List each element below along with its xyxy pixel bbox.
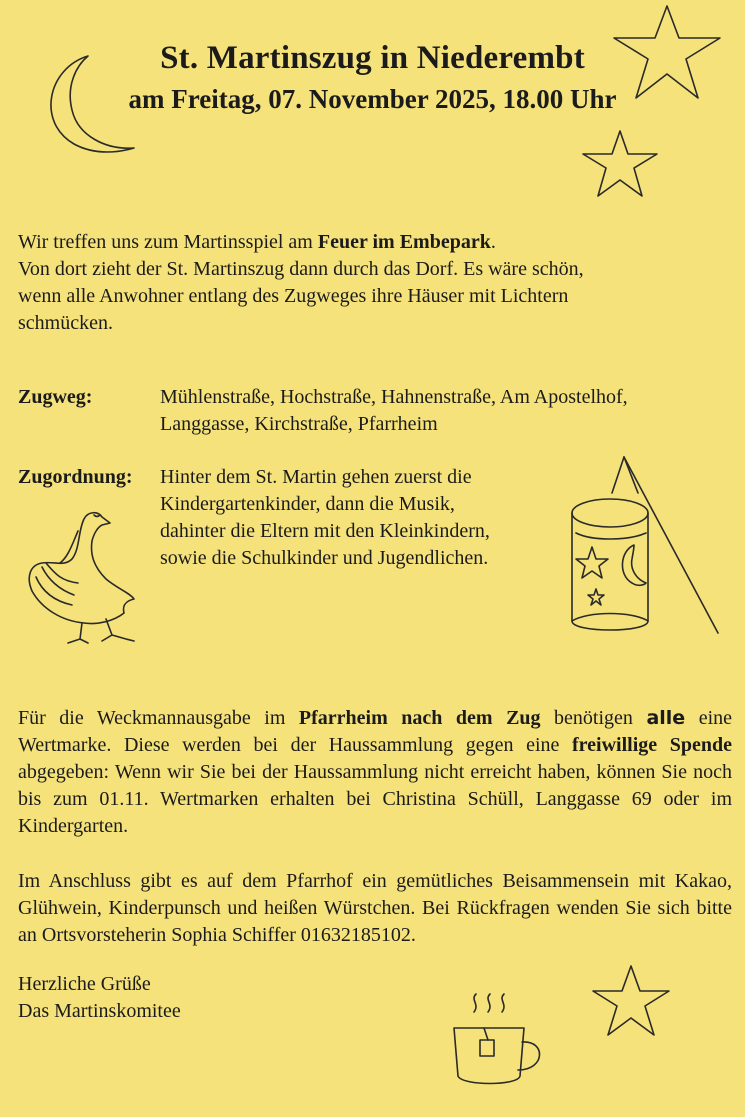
route-line: Langgasse, Kirchstraße, Pfarrheim bbox=[160, 413, 438, 435]
page-title: St. Martinszug in Niederembt bbox=[160, 40, 585, 76]
weckmann-text: Für die Weckmannausgabe im bbox=[18, 707, 299, 729]
weckmann-donation: freiwillige Spende bbox=[572, 734, 733, 756]
star-icon bbox=[580, 128, 660, 200]
route-label: Zugweg: bbox=[18, 386, 93, 408]
event-date: am Freitag, 07. November 2025, 18.00 Uhr bbox=[128, 84, 617, 114]
intro-line: Von dort zieht der St. Martinszug dann durch das Dorf. Es wäre schön, bbox=[18, 258, 584, 280]
order-line: dahinter die Eltern mit den Kleinkindern, bbox=[160, 520, 490, 542]
weckmann-text: benötigen bbox=[540, 707, 647, 729]
meeting-place: Feuer im Embepark bbox=[317, 231, 491, 253]
intro-line: wenn alle Anwohner entlang des Zugweges ihre Häuser mit Lichtern bbox=[18, 285, 569, 307]
order-description bbox=[160, 464, 570, 572]
intro-period: . bbox=[490, 231, 496, 253]
route-streets bbox=[160, 384, 730, 438]
order-line: sowie die Schulkinder und Jugendlichen. bbox=[160, 547, 489, 569]
signature: Das Martinskomitee bbox=[18, 1000, 181, 1022]
intro-line: schmücken. bbox=[18, 312, 113, 334]
order-line: Kindergartenkinder, dann die Musik, bbox=[160, 493, 455, 515]
weckmann-text: eine Wertmarke. Diese werden bei der Haussammlung gegen eine bbox=[18, 707, 733, 756]
weckmann-location: Pfarrheim nach dem Zug bbox=[298, 707, 541, 729]
weckmann-text: abgegeben: Wenn wir Sie bei der Haussammlung nicht erreicht haben, können Sie noch bis zum 01.11. Wertmarken erhalten bei Christina Schüll, Langgasse 69 oder im Kindergarten. bbox=[18, 761, 732, 837]
goose-icon bbox=[22, 505, 147, 647]
order-label: Zugordnung: bbox=[18, 466, 133, 488]
lantern-icon bbox=[568, 455, 723, 637]
intro-text: Wir treffen uns zum Martinsspiel am bbox=[18, 231, 318, 253]
weckmann-paragraph bbox=[18, 705, 732, 840]
afterparty-paragraph: Im Anschluss gibt es auf dem Pfarrhof ein gemütliches Beisammensein mit Kakao, Glühwein, Kinderpunsch und heißen Würstchen. Bei Rückfragen wenden Sie sich bitte an Ortsvorsteherin Sophia Schiffer 01632185102. bbox=[18, 870, 732, 946]
steaming-cup-icon bbox=[448, 990, 548, 1092]
star-icon bbox=[590, 963, 672, 1039]
route-line: Mühlenstraße, Hochstraße, Hahnenstraße, Am Apostelhof, bbox=[160, 386, 628, 408]
closing bbox=[18, 971, 318, 1025]
intro-paragraph bbox=[18, 229, 733, 337]
greeting: Herzliche Grüße bbox=[18, 973, 151, 995]
weckmann-emphasis: alle bbox=[646, 707, 686, 729]
order-line: Hinter dem St. Martin gehen zuerst die bbox=[160, 466, 472, 488]
